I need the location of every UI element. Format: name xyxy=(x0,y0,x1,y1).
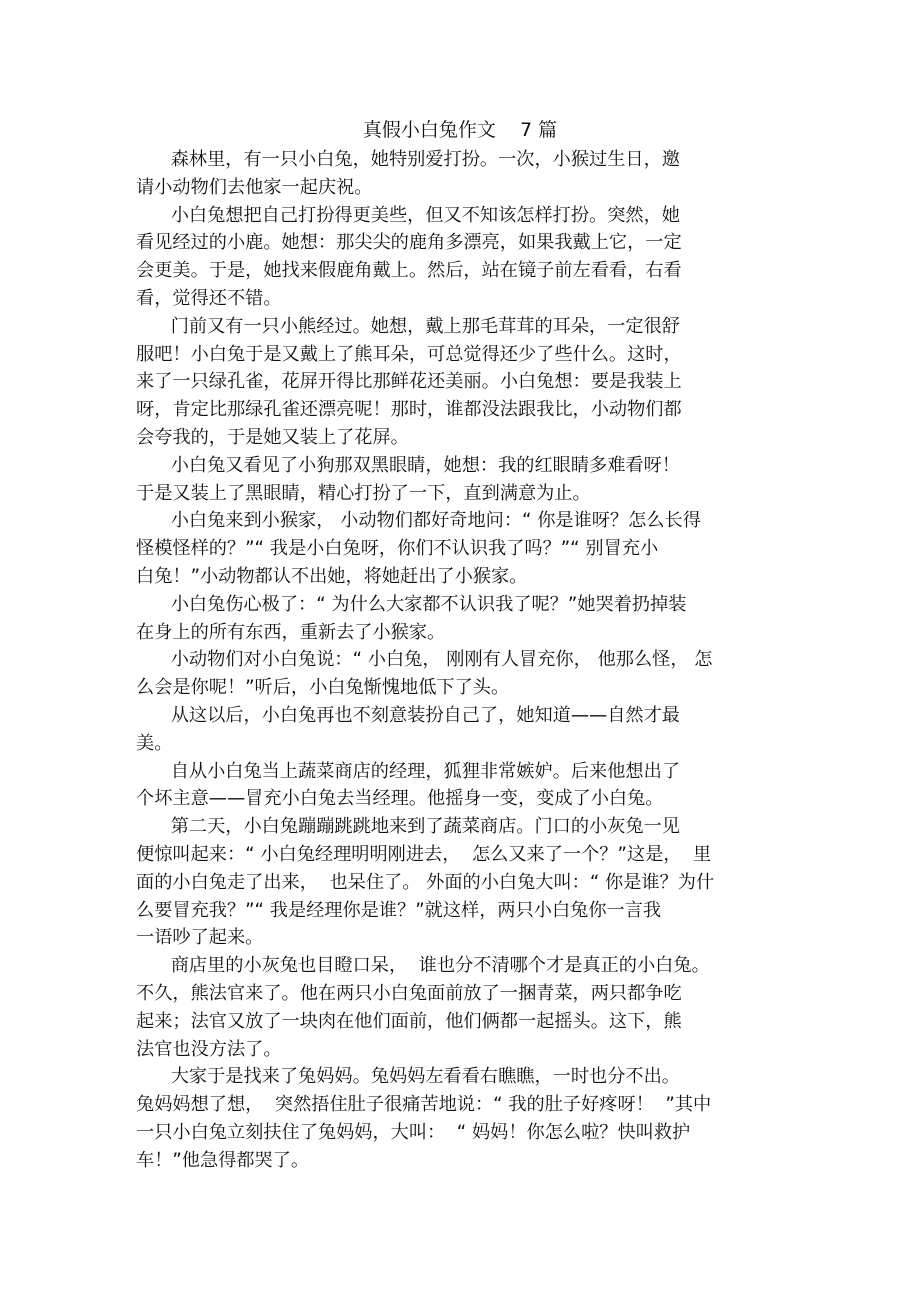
text-line: 一语吵了起来。 xyxy=(136,927,264,949)
text-line: 小白兔又看见了小狗那双黑眼睛，她想：我的红眼睛多难看呀！ xyxy=(136,454,680,476)
text-line: 会夸我的，于是她又装上了花屏。 xyxy=(136,426,409,448)
text-line: 森林里，有一只小白兔，她特别爱打扮。一次，小猴过生日，邀 xyxy=(136,149,680,170)
text-line: 于是又装上了黑眼睛，精心打扮了一下，直到满意为止。 xyxy=(136,482,591,504)
document-title: 真假小白兔作文 7 篇 xyxy=(362,119,558,141)
text-line: 请小动物们去他家一起庆祝。 xyxy=(136,176,373,198)
text-line: 小白兔伤心极了：“ 为什么大家都不认识我了呢？”她哭着扔掉装 xyxy=(136,593,687,615)
text-line: 从这以后，小白兔再也不刻意装扮自己了，她知道——自然才最 xyxy=(136,704,680,726)
paragraph xyxy=(136,758,796,814)
document-body xyxy=(136,146,796,1174)
text-line: 看，觉得还不错。 xyxy=(136,287,282,309)
text-line: 看见经过的小鹿。她想：那尖尖的鹿角多漂亮，如果我戴上它，一定 xyxy=(136,232,682,254)
paragraph xyxy=(136,146,796,202)
paragraph xyxy=(136,952,796,1063)
text-line: 会更美。于是，她找来假鹿角戴上。然后，站在镜子前左看看，右看 xyxy=(136,260,682,282)
paragraph xyxy=(136,507,796,590)
paragraph xyxy=(136,202,796,313)
text-line: 美。 xyxy=(136,732,173,754)
text-line: 第二天，小白兔蹦蹦跳跳地来到了蔬菜商店。门口的小灰兔一见 xyxy=(136,816,680,838)
text-line: 起来；法官又放了一块肉在他们面前，他们俩都一起摇头。这下，熊 xyxy=(136,1010,682,1032)
text-line: 面的小白兔走了出来， 也呆住了。 外面的小白兔大叫：“ 你是谁？为什 xyxy=(136,871,715,893)
paragraph xyxy=(136,1063,796,1174)
text-line: 门前又有一只小熊经过。她想，戴上那毛茸茸的耳朵，一定很舒 xyxy=(136,315,680,337)
text-line: 在身上的所有东西，重新去了小猴家。 xyxy=(136,621,446,643)
text-line: 小白兔想把自己打扮得更美些，但又不知该怎样打扮。突然，她 xyxy=(136,204,680,226)
text-line: 小白兔来到小猴家， 小动物们都好奇地问：“ 你是谁呀？怎么长得 xyxy=(136,510,701,532)
text-line: 不久，熊法官来了。他在两只小白兔面前放了一捆青菜，两只都争吃 xyxy=(136,982,682,1004)
paragraph xyxy=(136,813,796,952)
text-line: 商店里的小灰兔也目瞪口呆， 谁也分不清哪个才是真正的小白兔。 xyxy=(136,955,710,977)
text-line: 车！”他急得都哭了。 xyxy=(136,1149,310,1171)
paragraph xyxy=(136,702,796,758)
text-line: 一只小白兔立刻扶住了兔妈妈，大叫： “ 妈妈！你怎么啦？快叫救护 xyxy=(136,1121,691,1143)
text-line: 小动物们对小白兔说：“ 小白兔， 刚刚有人冒充你， 他那么怪， 怎 xyxy=(136,649,713,671)
paragraph xyxy=(136,646,796,702)
text-line: 白兔！”小动物都认不出她，将她赶出了小猴家。 xyxy=(136,565,528,587)
text-line: 么要冒充我？”“ 我是经理你是谁？”就这样，两只小白兔你一言我 xyxy=(136,899,662,921)
text-line: 么会是你呢！”听后，小白兔惭愧地低下了头。 xyxy=(136,677,510,699)
paragraph xyxy=(136,452,796,508)
text-line: 来了一只绿孔雀，花屏开得比那鲜花还美丽。小白兔想：要是我装上 xyxy=(136,371,682,393)
text-line: 服吧！小白兔于是又戴上了熊耳朵，可总觉得还少了些什么。这时， xyxy=(136,343,682,365)
text-line: 便惊叫起来：“ 小白兔经理明明刚进去， 怎么又来了一个？”这是， 里 xyxy=(136,843,712,865)
text-line: 呀，肯定比那绿孔雀还漂亮呢！那时，谁都没法跟我比，小动物们都 xyxy=(136,399,682,421)
text-line: 个坏主意——冒充小白兔去当经理。他摇身一变，变成了小白兔。 xyxy=(136,788,664,810)
text-line: 法官也没方法了。 xyxy=(136,1038,282,1060)
text-line: 大家于是找来了兔妈妈。兔妈妈左看看右瞧瞧，一时也分不出。 xyxy=(136,1066,680,1088)
text-line: 自从小白兔当上蔬菜商店的经理，狐狸非常嫉妒。后来他想出了 xyxy=(136,760,680,782)
text-line: 怪模怪样的？”“ 我是小白兔呀，你们不认识我了吗？”“ 别冒充小 xyxy=(136,538,659,560)
paragraph xyxy=(136,313,796,452)
paragraph xyxy=(136,591,796,647)
text-line: 兔妈妈想了想， 突然捂住肚子很痛苦地说：“ 我的肚子好疼呀！ ”其中 xyxy=(136,1094,712,1116)
